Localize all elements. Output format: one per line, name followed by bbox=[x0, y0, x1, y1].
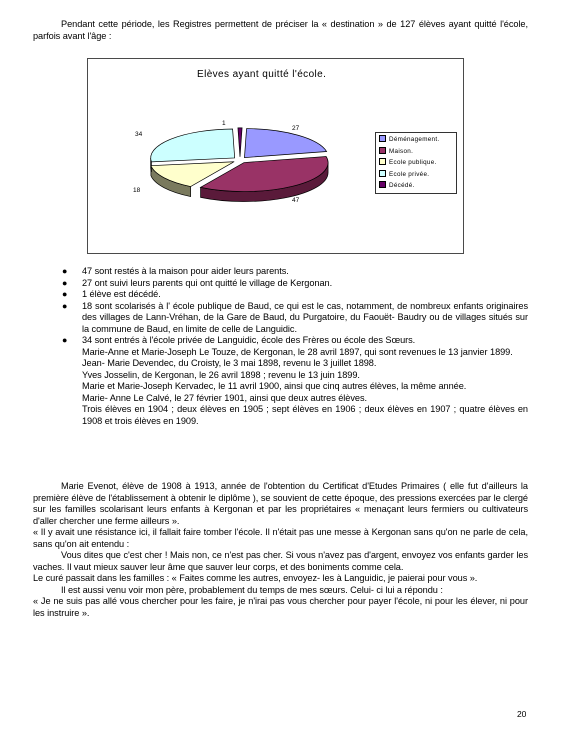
intro-paragraph: Pendant cette période, les Registres permettent de préciser la « destination » de 127 élèves ayant quitté l'école, parfois avant l'âge : bbox=[33, 19, 528, 41]
detail-line: Marie et Marie-Joseph Kervadec, le 11 avril 1900, ainsi que cinq autres élèves, la même année. bbox=[82, 381, 467, 391]
legend-item bbox=[379, 147, 413, 156]
list-item-text: 34 sont entrés à l'école privée de Languidic, école des Frères ou école des Sœurs. bbox=[82, 335, 416, 345]
paragraph: Vous dites que c'est cher ! Mais non, ce n'est pas cher. Si vous n'avez pas d'argent, envoyez vos enfants garder les vaches. Il vaut mieux sauver leur âme que sauver leur corps, et des boniments comme cela. bbox=[33, 550, 528, 572]
detail-line: Marie-Anne et Marie-Joseph Le Touze, de Kergonan, le 28 avril 1897, qui sont revenues le 13 janvier 1899. bbox=[82, 346, 513, 357]
destination-list bbox=[62, 266, 528, 427]
pie-label-ecole-publique: 18 bbox=[133, 187, 141, 194]
pie-label-demenagement: 27 bbox=[292, 125, 300, 132]
pie-label-maison: 47 bbox=[292, 197, 300, 204]
legend-item bbox=[379, 170, 429, 179]
detail-line: Trois élèves en 1904 ; deux élèves en 1905 ; sept élèves en 1906 ; deux élèves en 1907 ; quatre élèves en 1908 et trois élèves en 1909. bbox=[82, 404, 528, 426]
legend-label: Ecole publique. bbox=[389, 159, 437, 166]
pie-label-decede: 1 bbox=[222, 120, 226, 127]
paragraph: Le curé passait dans les familles : « Faites comme les autres, envoyez- les à Languidic, je paierai pour vous ». bbox=[33, 573, 478, 583]
detail-line: Jean- Marie Devendec, du Croisty, le 3 mai 1898, revenu le 3 juillet 1898. bbox=[82, 358, 377, 368]
detail-line: Yves Josselin, de Kergonan, le 26 avril 1898 ; revenu le 13 juin 1899. bbox=[82, 369, 360, 380]
legend-label: Déménagement. bbox=[389, 136, 440, 143]
list-item bbox=[62, 301, 528, 336]
list-item-text: 18 sont scolarisés à l' école publique de Baud, ce qui est le cas, notamment, de nombreux enfants originaires des villages de Lann-Vréhan, de la Gare de Baud, du Purgatoire, du Faouët- Baudry ou de villages situés sur la commune de Baud, en limite de celle de Languidic. bbox=[82, 300, 528, 334]
pie-slice-demenagement bbox=[244, 129, 326, 158]
pie-chart bbox=[87, 58, 464, 254]
list-item bbox=[62, 278, 528, 290]
paragraph: « Je ne suis pas allé vous chercher pour les faire, je n'irai pas vous chercher pour payer l'école, ni pour les élever, ni pour les instruire ». bbox=[33, 596, 528, 618]
legend-swatch bbox=[379, 135, 386, 142]
legend-label: Ecole privée. bbox=[389, 170, 430, 178]
legend-label: Maison. bbox=[389, 147, 414, 155]
legend-swatch bbox=[379, 158, 386, 165]
paragraph: « Il y avait une résistance ici, il fallait faire tomber l'école. Il n'était pas une messe à Kergonan sans qu'on ne parle de cela, sans qu'on ait entendu : bbox=[33, 527, 528, 549]
detail-line: Marie- Anne Le Calvé, le 27 février 1901, ainsi que deux autres élèves. bbox=[82, 392, 368, 403]
legend-swatch bbox=[379, 181, 386, 188]
bullet-icon: ● bbox=[62, 335, 68, 345]
page-number: 20 bbox=[517, 709, 527, 719]
bullet-icon: ● bbox=[62, 300, 68, 311]
legend-item bbox=[379, 135, 439, 144]
list-item bbox=[62, 289, 528, 301]
list-item bbox=[62, 335, 528, 427]
list-item-text: 47 sont restés à la maison pour aider leurs parents. bbox=[82, 266, 289, 276]
testimony-section bbox=[33, 481, 528, 619]
legend-swatch bbox=[379, 147, 386, 154]
paragraph: Marie Evenot, élève de 1908 à 1913, année de l'obtention du Certificat d'Etudes Primaires ( elle fut d'ailleurs la première élève de l'établissement à obtenir le diplôme ), se souvient de cette époque, des pressions exercées par le clergé sur les familles scolarisant leurs enfants à Kergonan et par les propriétaires « menaçant leurs fermiers ou cultivateurs d'aller chercher une ferme ailleurs ». bbox=[33, 481, 528, 526]
chart-title: Elèves ayant quitté l'école. bbox=[197, 69, 327, 80]
bullet-icon: ● bbox=[62, 277, 68, 288]
chart-legend bbox=[375, 132, 457, 194]
pie-slice-decede bbox=[238, 128, 242, 157]
paragraph: Il est aussi venu voir mon père, probablement du temps de mes sœurs. Celui- ci lui a répondu : bbox=[61, 584, 443, 595]
legend-label: Décédé. bbox=[389, 182, 415, 189]
pie-slice-ecole-privee bbox=[151, 129, 235, 162]
legend-item bbox=[379, 158, 437, 167]
list-item bbox=[62, 266, 528, 278]
list-item-text: 1 élève est décédé. bbox=[82, 289, 161, 299]
legend-item bbox=[379, 181, 415, 190]
bullet-icon: ● bbox=[62, 266, 68, 276]
pie-label-ecole-privee: 34 bbox=[135, 131, 143, 138]
bullet-icon: ● bbox=[62, 289, 68, 299]
list-item-text: 27 ont suivi leurs parents qui ont quitté le village de Kergonan. bbox=[82, 277, 333, 288]
legend-swatch bbox=[379, 170, 386, 177]
